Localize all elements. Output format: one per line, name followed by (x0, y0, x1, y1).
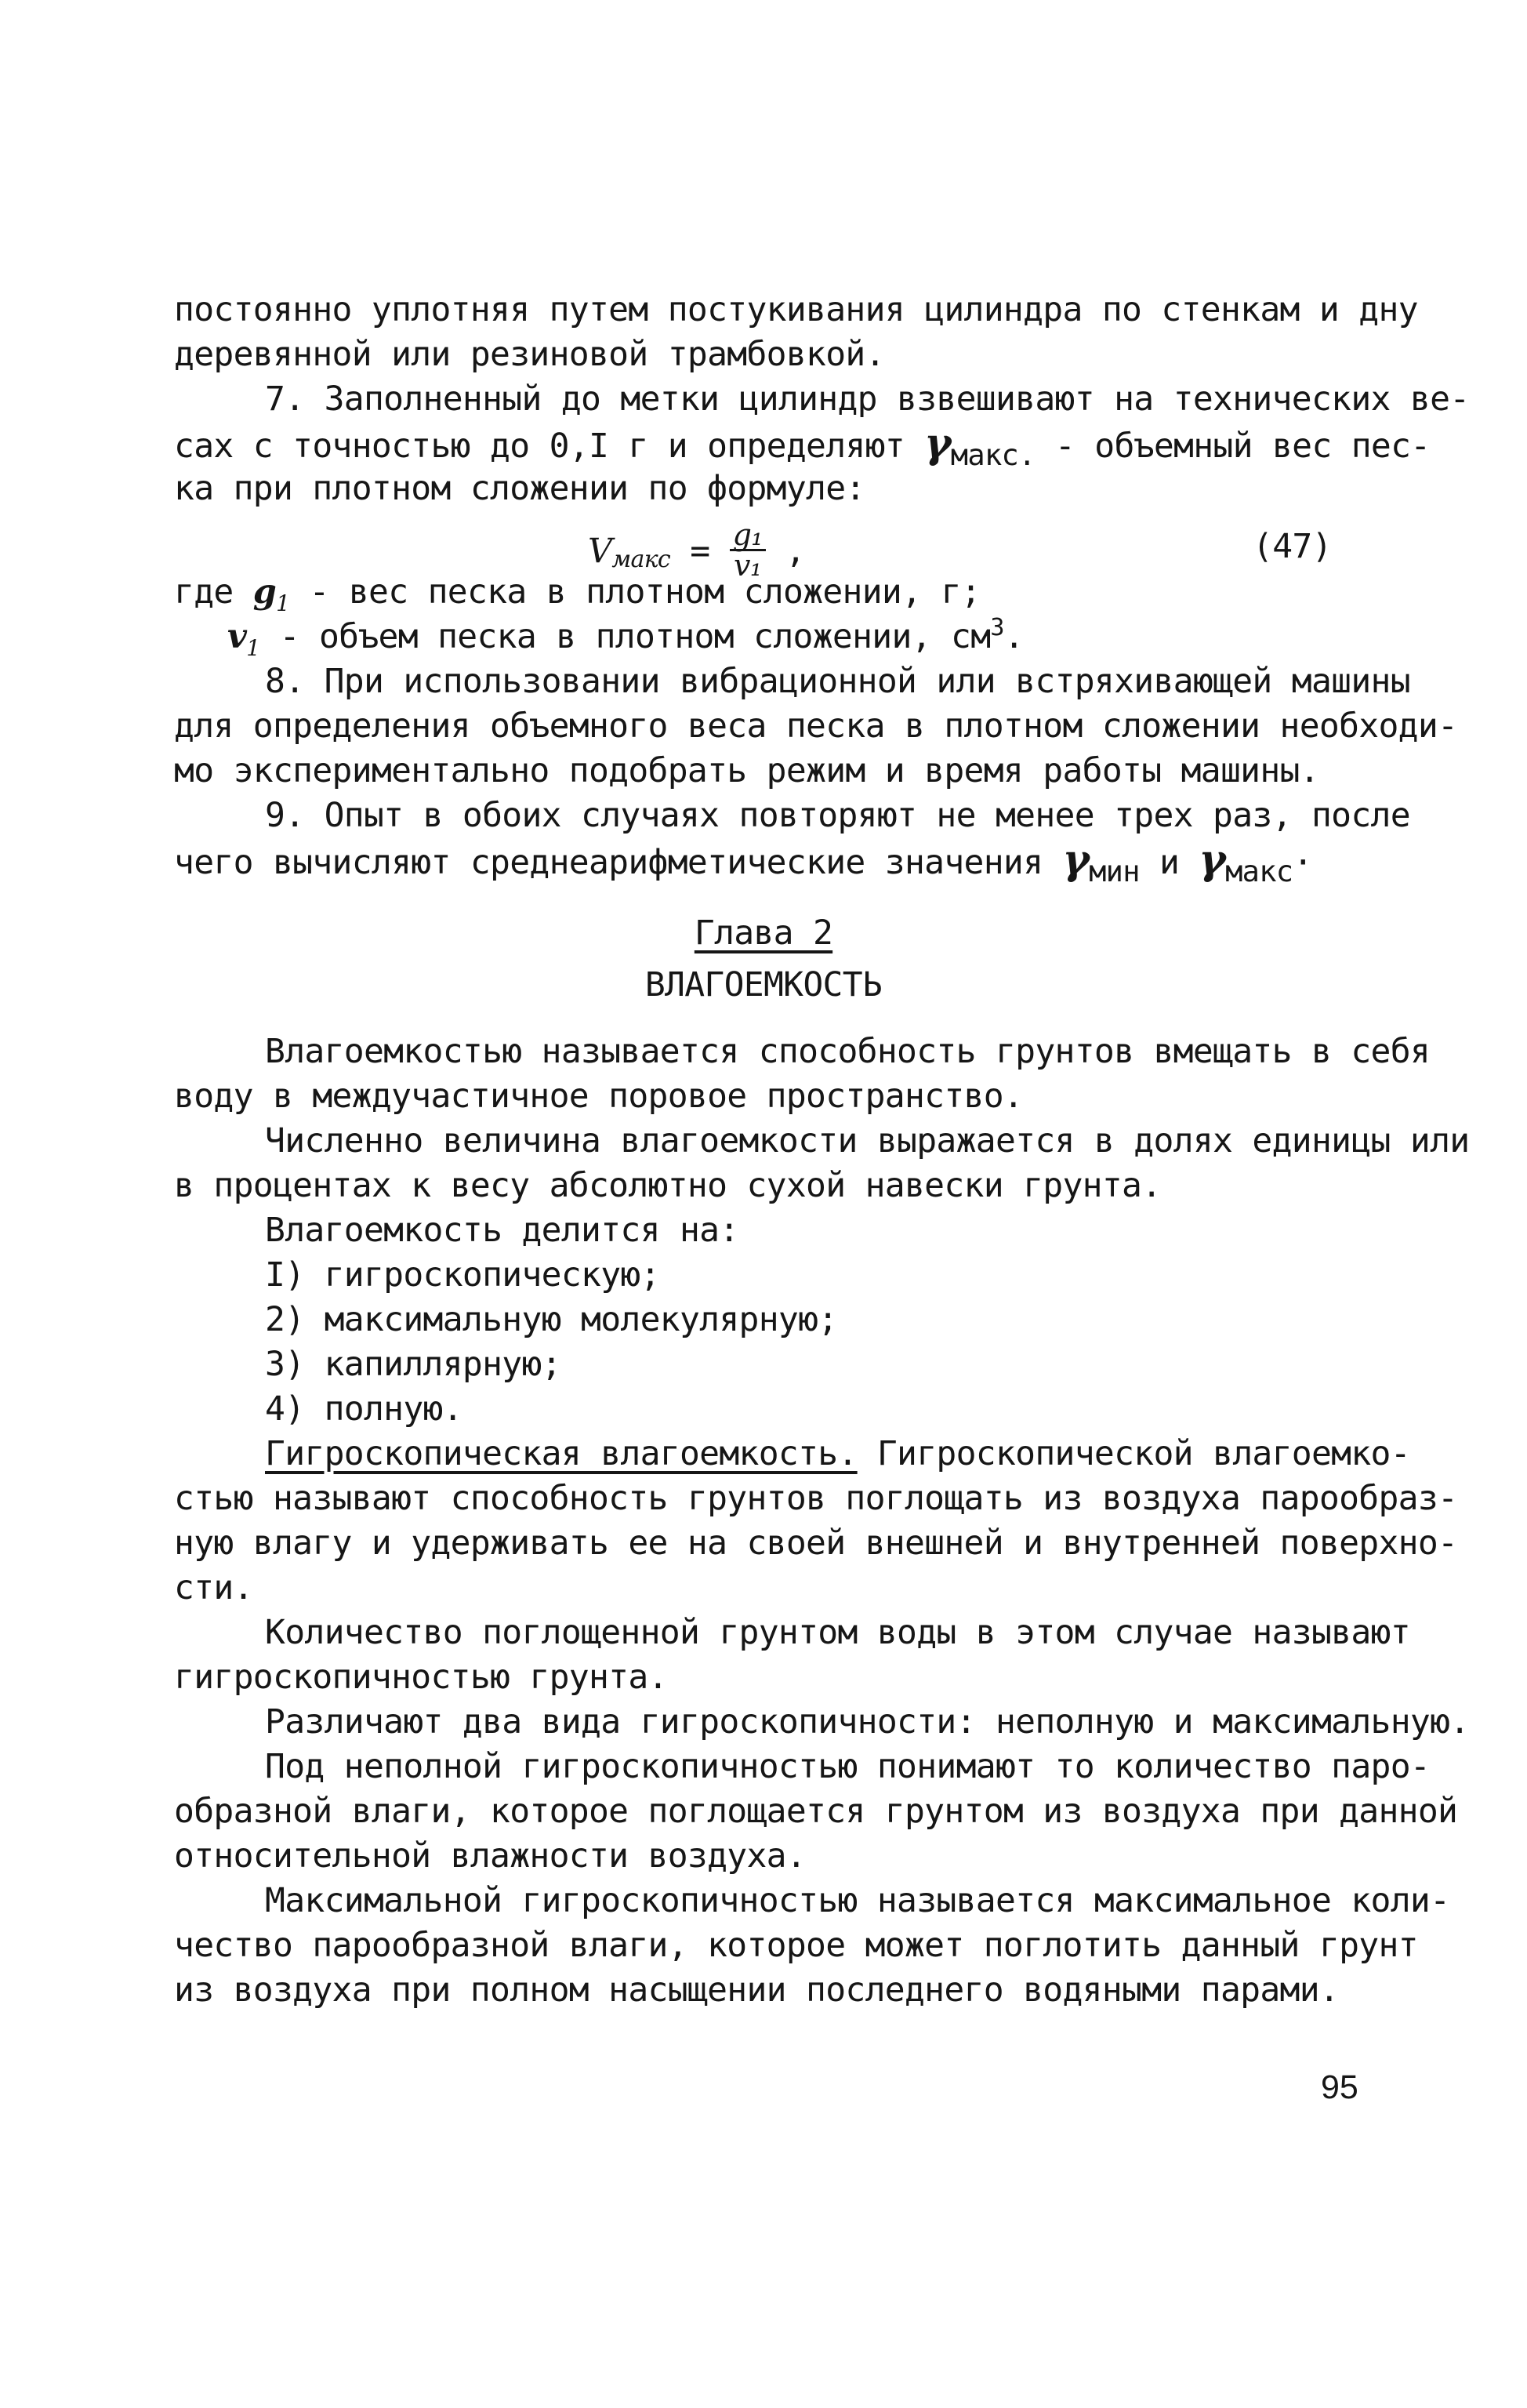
text-line: Под неполной гигроскопичностью понимают то количество паро- (265, 1747, 1431, 1786)
text-line: Влагоемкостью называется способность грунтов вмещать в себя (265, 1032, 1431, 1071)
text-line: Количество поглощенной грунтом воды в этом случае называют (265, 1613, 1410, 1652)
gamma-symbol: γ (1062, 836, 1090, 884)
list-item: 3) капиллярную; (265, 1345, 561, 1384)
text-line-term (265, 1431, 1410, 1476)
text-line: Численно величина влагоемкости выражается в долях единицы или (265, 1121, 1470, 1160)
text-line: воду в междучастичное поровое пространство. (174, 1077, 1024, 1116)
text-fragment: сах с точностью до 0,I г и определяют (174, 427, 925, 466)
page-number: 95 (1321, 2068, 1358, 2106)
chapter-heading: Глава 2 (694, 913, 833, 953)
list-item: 2) максимальную молекулярную; (265, 1300, 838, 1339)
chapter-heading-wrap (0, 910, 1527, 956)
text-fragment: . (1003, 617, 1024, 656)
formula-lhs: V (588, 532, 612, 571)
fraction-denominator: v₁ (734, 548, 762, 583)
where-line-v1 (227, 614, 1435, 659)
text-line: постоянно уплотняя путем постукивания цилиндра по стенкам и дну (174, 290, 1418, 329)
text-line: мо экспериментально подобрать режим и время работы машины. (174, 751, 1319, 790)
text-fragment: - вес песка в плотном сложении, г; (289, 572, 981, 612)
text-line: в процентах к весу абсолютно сухой навески грунта. (174, 1166, 1162, 1205)
text-fragment: · (1293, 843, 1313, 882)
text-line-gamma-max (174, 419, 1431, 472)
chapter-title: ВЛАГОЕМКОСТЬ (644, 965, 883, 1004)
gamma-symbol: γ (924, 419, 951, 467)
text-fragment: чего вычисляют среднеарифметические значения (174, 843, 1063, 882)
subscript-min: мин (1089, 855, 1140, 888)
v-subscript: 1 (246, 635, 260, 661)
text-line: Различают два вида гигроскопичности: неполную и максимальную. (265, 1702, 1470, 1742)
subscript-max: макс. (950, 438, 1036, 472)
formula-number: (47) (1253, 527, 1332, 566)
text-line: ную влагу и удерживать ее на своей внешней и внутренней поверхно- (174, 1524, 1458, 1563)
text-line-gamma-min-max (174, 836, 1381, 888)
text-fragment: где (174, 572, 253, 612)
text-fragment: - объемный вес пес- (1035, 427, 1431, 466)
gamma-symbol: γ (1199, 836, 1226, 884)
text-line: гигроскопичностью грунта. (174, 1658, 668, 1697)
formula-47 (588, 518, 1137, 583)
v-symbol: v (227, 617, 247, 656)
superscript-3: 3 (990, 614, 1004, 641)
text-line: чество парообразной влаги, которое может поглотить данный грунт (174, 1926, 1418, 1965)
list-item: I) гигроскопическую; (265, 1255, 660, 1295)
text-line: деревянной или резиновой трамбовкой. (174, 335, 885, 374)
text-line: образной влаги, которое поглощается грунтом из воздуха при данной (174, 1792, 1458, 1831)
text-line: 8. При использовании вибрационной или встряхивающей машины (265, 662, 1410, 701)
text-line: ка при плотном сложении по формуле: (174, 469, 865, 508)
text-fragment: Гигроскопической влагоемко- (857, 1434, 1410, 1473)
text-fragment: - объем песка в плотном сложении, см (259, 617, 991, 656)
g-subscript: 1 (276, 590, 290, 616)
formula-comma: , (765, 532, 806, 571)
text-line: сти. (174, 1568, 253, 1607)
g-symbol: g (252, 572, 277, 612)
underlined-term: Гигроскопическая влагоемкость. (265, 1434, 858, 1473)
text-line: Влагоемкость делится на: (265, 1211, 739, 1250)
formula-lhs-sub: макс (611, 546, 671, 573)
fraction-numerator: g₁ (730, 521, 766, 551)
formula-eq: = (670, 532, 730, 571)
text-line: стью называют способность грунтов поглощать из воздуха парообраз- (174, 1479, 1458, 1518)
text-line: относительной влажности воздуха. (174, 1836, 807, 1876)
text-line: для определения объемного веса песка в плотном сложении необходи- (174, 706, 1458, 746)
list-item: 4) полную. (265, 1389, 462, 1429)
text-line: Максимальной гигроскопичностью называется максимальное коли- (265, 1881, 1450, 1920)
subscript-max: макс (1225, 855, 1293, 888)
text-line: 7. Заполненный до метки цилиндр взвешивают на технических ве- (265, 380, 1470, 419)
where-line-g1 (174, 569, 1381, 615)
text-fragment: и (1139, 843, 1199, 882)
text-line: из воздуха при полном насыщении последнего водяными парами. (174, 1970, 1340, 2010)
text-line: 9. Опыт в обоих случаях повторяют не менее трех раз, после (265, 796, 1410, 835)
